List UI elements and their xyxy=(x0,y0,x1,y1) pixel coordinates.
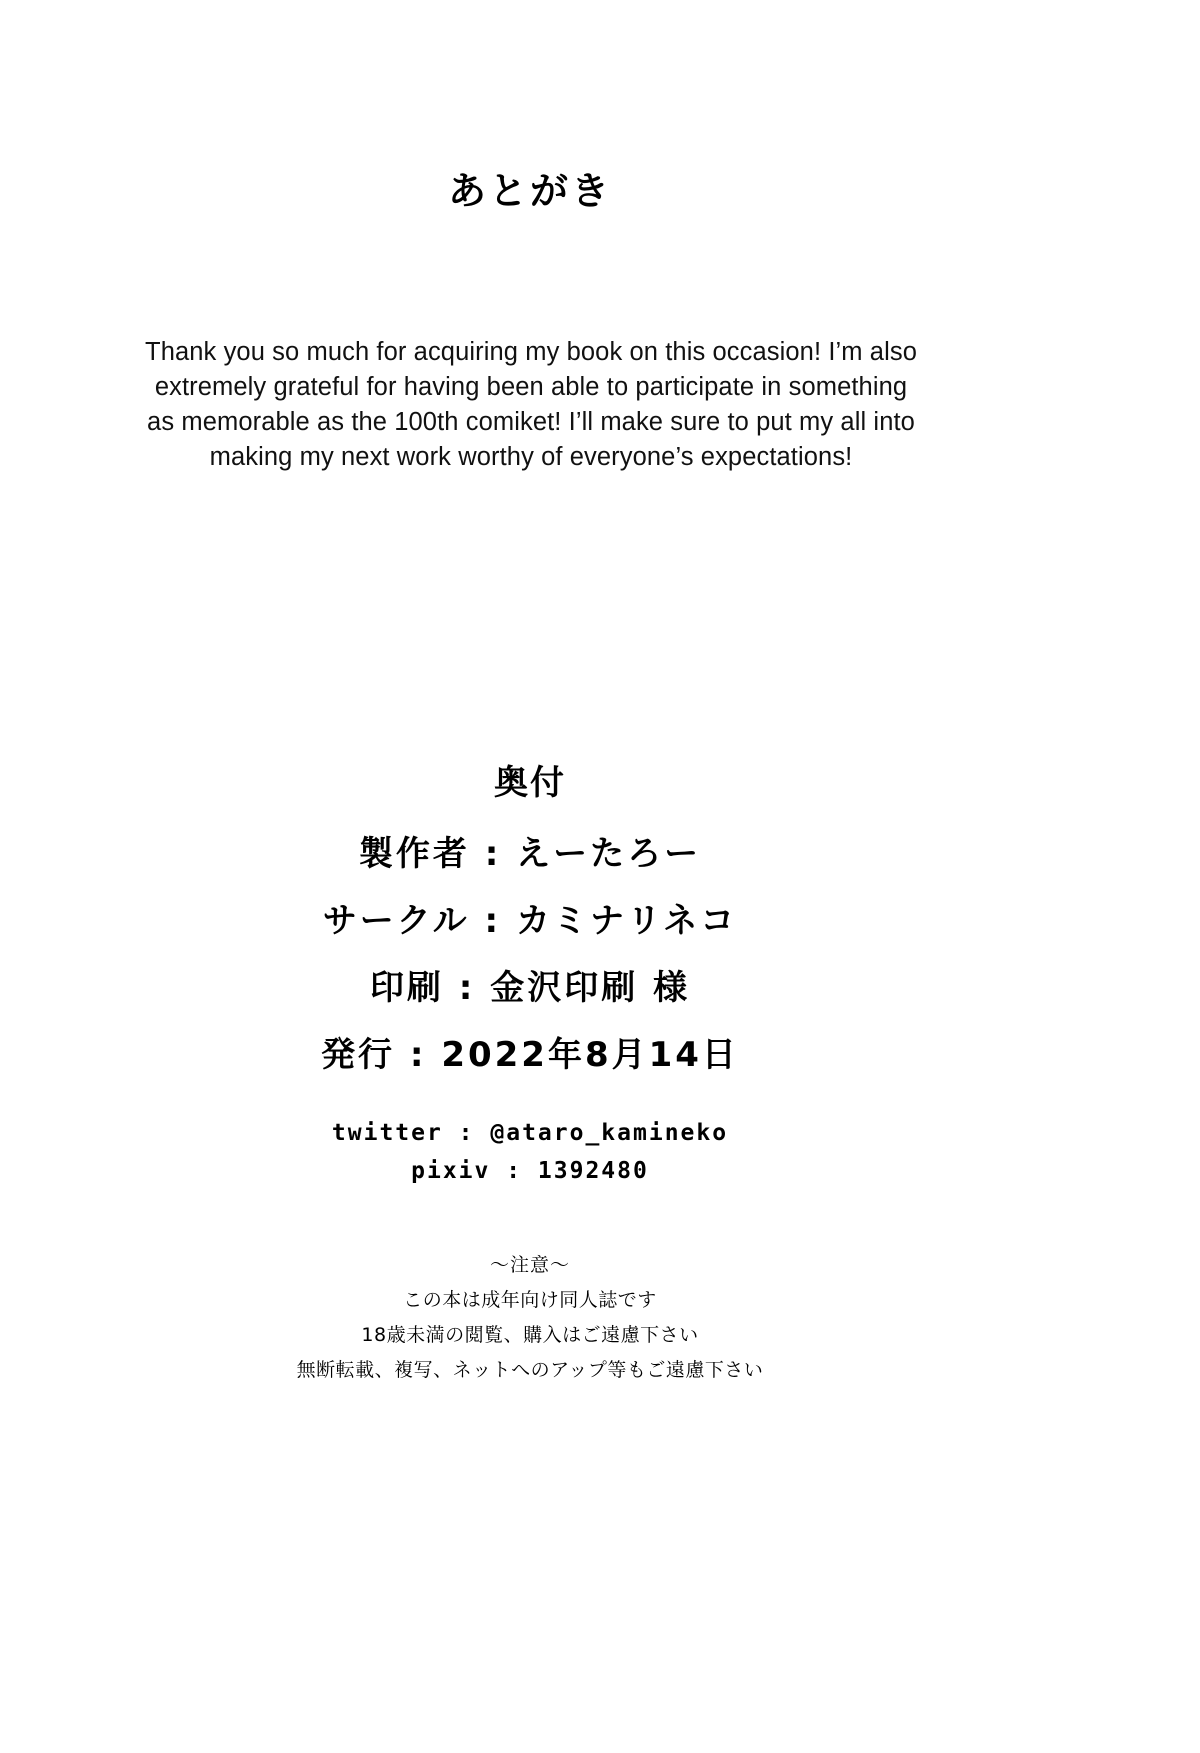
notice-line: 無断転載、複写、ネットへのアップ等もご遠慮下さい xyxy=(296,1359,764,1381)
pixiv-id[interactable]: pixiv : 1392480 xyxy=(411,1158,649,1184)
social-links-block xyxy=(0,1120,1060,1196)
afterword-body xyxy=(78,335,984,475)
afterword-line: as memorable as the 100th comiket! I’ll make sure to put my all into xyxy=(147,408,915,436)
afterword-line: Thank you so much for acquiring my book on this occasion! I’m also xyxy=(145,338,917,366)
colophon-circle: サークル : カミナリネコ xyxy=(322,901,738,941)
twitter-handle[interactable]: twitter : @ataro_kamineko xyxy=(331,1120,729,1146)
notice-line: 18歳未満の閲覧、購入はご遠慮下さい xyxy=(361,1324,699,1346)
colophon-publish-date: 発行 : 2022年8月14日 xyxy=(321,1035,739,1075)
notice-line: この本は成年向け同人誌です xyxy=(403,1289,657,1311)
afterword-heading: あとがき xyxy=(447,169,612,213)
colophon-title: 奥付 xyxy=(494,763,566,803)
colophon-author: 製作者 : えーたろー xyxy=(358,834,702,874)
afterword-line: making my next work worthy of everyone’s expectations! xyxy=(209,443,853,471)
notice-title: 〜注意〜 xyxy=(489,1254,570,1276)
afterword-line: extremely grateful for having been able to participate in something xyxy=(154,373,908,401)
notice-block xyxy=(0,1250,1060,1390)
colophon-block xyxy=(0,755,1060,1094)
colophon-printer: 印刷 : 金沢印刷 様 xyxy=(369,968,691,1008)
